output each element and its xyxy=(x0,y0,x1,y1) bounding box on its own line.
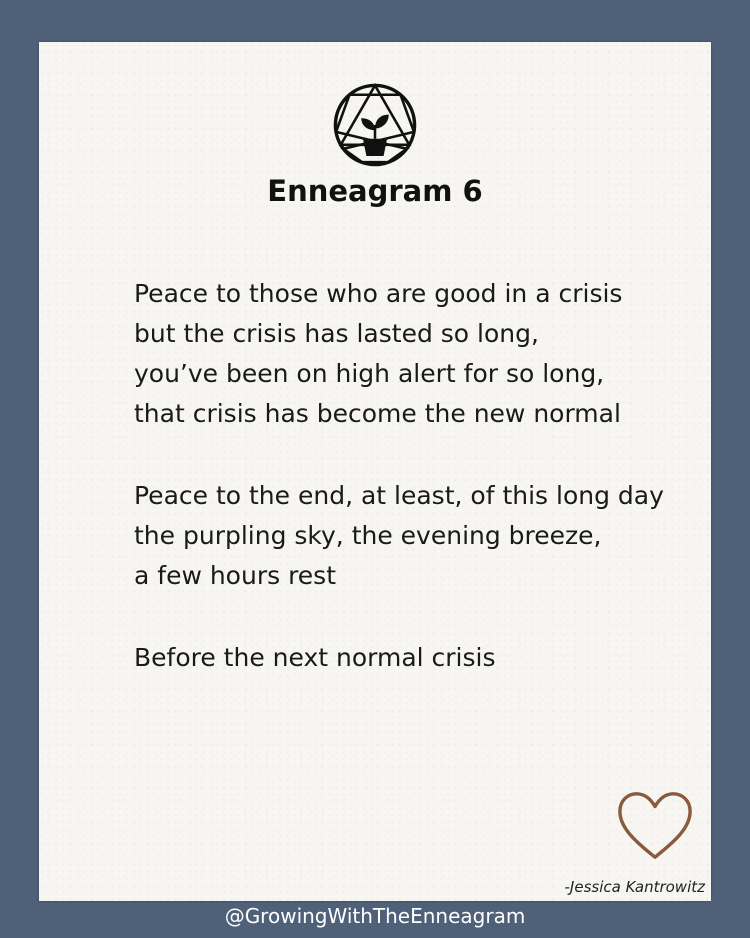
social-handle: @GrowingWithTheEnneagram xyxy=(224,904,526,928)
poem-line: Peace to the end, at least, of this long day xyxy=(134,481,664,510)
enneagram-plant-icon xyxy=(332,82,418,168)
poem-line: a few hours rest xyxy=(134,561,337,590)
poem-card xyxy=(39,42,711,901)
poem-line: the purpling sky, the evening breeze, xyxy=(134,521,602,550)
poem-line: Before the next normal crisis xyxy=(134,643,496,672)
poem-line: that crisis has become the new normal xyxy=(134,399,621,428)
poem-line: but the crisis has lasted so long, xyxy=(134,319,539,348)
stanza-1 xyxy=(134,274,694,434)
poem xyxy=(134,274,694,720)
stanza-2 xyxy=(134,476,694,596)
poem-line: you’ve been on high alert for so long, xyxy=(134,359,605,388)
stanza-3 xyxy=(134,638,694,678)
heart-outline-icon xyxy=(616,790,694,862)
author-credit: -Jessica Kantrowitz xyxy=(564,878,705,896)
poem-line: Peace to those who are good in a crisis xyxy=(134,279,623,308)
page-title: Enneagram 6 xyxy=(267,174,483,208)
